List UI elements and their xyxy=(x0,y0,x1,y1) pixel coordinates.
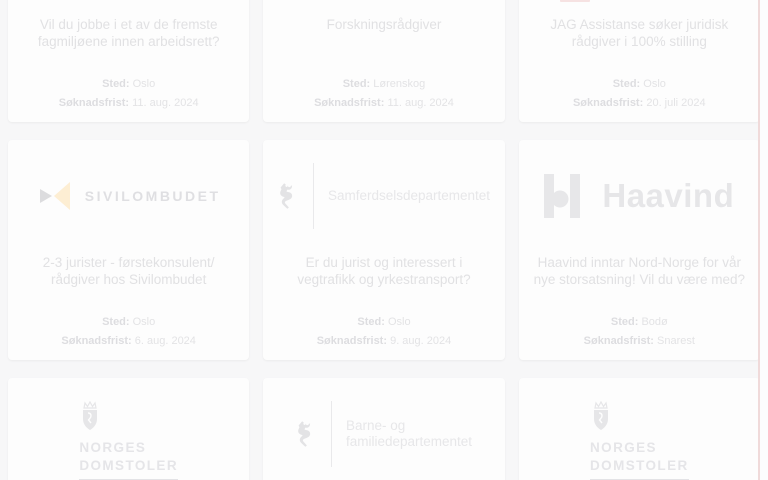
job-meta xyxy=(61,309,196,360)
norges-domstoler-logo xyxy=(590,401,689,480)
department-logo-text: Samferdselsdepartementet xyxy=(327,188,491,203)
jag-logo-icon xyxy=(560,0,590,2)
norwegian-lion-icon xyxy=(278,182,300,210)
job-location: Sted: Oslo xyxy=(102,316,156,328)
sivilombudet-logo xyxy=(37,176,221,216)
company-logo-area xyxy=(8,140,249,252)
company-logo-area xyxy=(8,0,249,14)
job-title: Haavind inntar Nord-Norge for vår nye storsatsning! Vil du være med? xyxy=(533,255,745,287)
job-deadline: Søknadsfrist: 20. juli 2024 xyxy=(572,97,706,109)
job-deadline: Søknadsfrist: 6. aug. 2024 xyxy=(61,335,196,347)
job-card-arbeidsrett[interactable] xyxy=(8,0,249,122)
barne-og-familiedepartementet-logo xyxy=(296,401,472,467)
logo-divider xyxy=(313,163,314,229)
court-crest-icon xyxy=(591,401,611,433)
job-location: Sted: Oslo xyxy=(357,316,411,328)
job-location: Sted: Bodø xyxy=(610,316,668,328)
job-deadline: Søknadsfrist: 11. aug. 2024 xyxy=(314,97,454,109)
domstoler-logo-line2: DOMSTOLER xyxy=(590,457,689,473)
job-card-forskningsradgiver[interactable] xyxy=(263,0,504,122)
job-card-samferdselsdepartementet[interactable] xyxy=(263,140,504,360)
sivilombudet-arrows-icon xyxy=(37,176,73,216)
job-title: Forskningsrådgiver xyxy=(326,17,442,32)
sivilombudet-logo-text: SIVILOMBUDET xyxy=(84,188,221,204)
company-logo-area xyxy=(263,0,504,14)
domstoler-logo-line2: DOMSTOLER xyxy=(79,457,178,473)
job-meta xyxy=(584,309,695,360)
job-deadline: Søknadsfrist: 9. aug. 2024 xyxy=(316,335,452,347)
job-card-barne-og-familiedepartementet[interactable] xyxy=(263,378,504,480)
job-meta xyxy=(314,71,454,122)
company-logo-area xyxy=(519,0,760,14)
department-logo-text: Barne- og familiedepartementet xyxy=(345,418,473,449)
job-location: Sted: Oslo xyxy=(612,78,666,90)
job-card-norges-domstoler-2[interactable] xyxy=(519,378,760,480)
company-logo-area xyxy=(263,140,504,252)
job-card-haavind[interactable] xyxy=(519,140,760,360)
norges-domstoler-logo xyxy=(79,401,178,480)
job-card-sivilombudet[interactable] xyxy=(8,140,249,360)
company-logo-area xyxy=(519,140,760,252)
job-title: Er du jurist og interessert i vegtrafikk og yrkestransport? xyxy=(297,255,471,287)
company-logo-area xyxy=(519,378,760,480)
norwegian-lion-icon xyxy=(296,420,318,448)
samferdselsdepartementet-logo xyxy=(278,163,490,229)
company-logo-area xyxy=(263,378,504,480)
job-meta xyxy=(59,71,199,122)
job-listings-grid xyxy=(8,0,760,480)
job-title: 2-3 jurister - førstekonsulent/ rådgiver hos Sivilombudet xyxy=(42,255,215,287)
job-meta xyxy=(317,309,452,360)
job-meta xyxy=(573,71,706,122)
logo-divider xyxy=(331,401,332,467)
job-card-norges-domstoler-1[interactable] xyxy=(8,378,249,480)
page-right-gutter xyxy=(760,0,768,480)
company-logo-area xyxy=(8,378,249,480)
job-deadline: Søknadsfrist: 11. aug. 2024 xyxy=(58,97,199,109)
job-title: Vil du jobbe i et av de fremste fagmiljøene innen arbeidsrett? xyxy=(37,17,220,49)
job-card-jag-assistanse[interactable] xyxy=(519,0,760,122)
haavind-h-mark-icon xyxy=(544,174,580,218)
court-crest-icon xyxy=(80,401,100,433)
haavind-logo xyxy=(544,174,734,218)
domstoler-logo-line1: NORGES xyxy=(590,439,657,455)
job-location: Sted: Lørenskog xyxy=(342,78,426,90)
haavind-logo-text: Haavind xyxy=(602,177,735,214)
job-location: Sted: Oslo xyxy=(102,78,156,90)
job-title: JAG Assistanse søker juridisk rådgiver i 100% stilling xyxy=(550,17,729,49)
job-deadline: Søknadsfrist: Snarest xyxy=(583,335,695,347)
domstoler-logo-line1: NORGES xyxy=(79,439,147,455)
